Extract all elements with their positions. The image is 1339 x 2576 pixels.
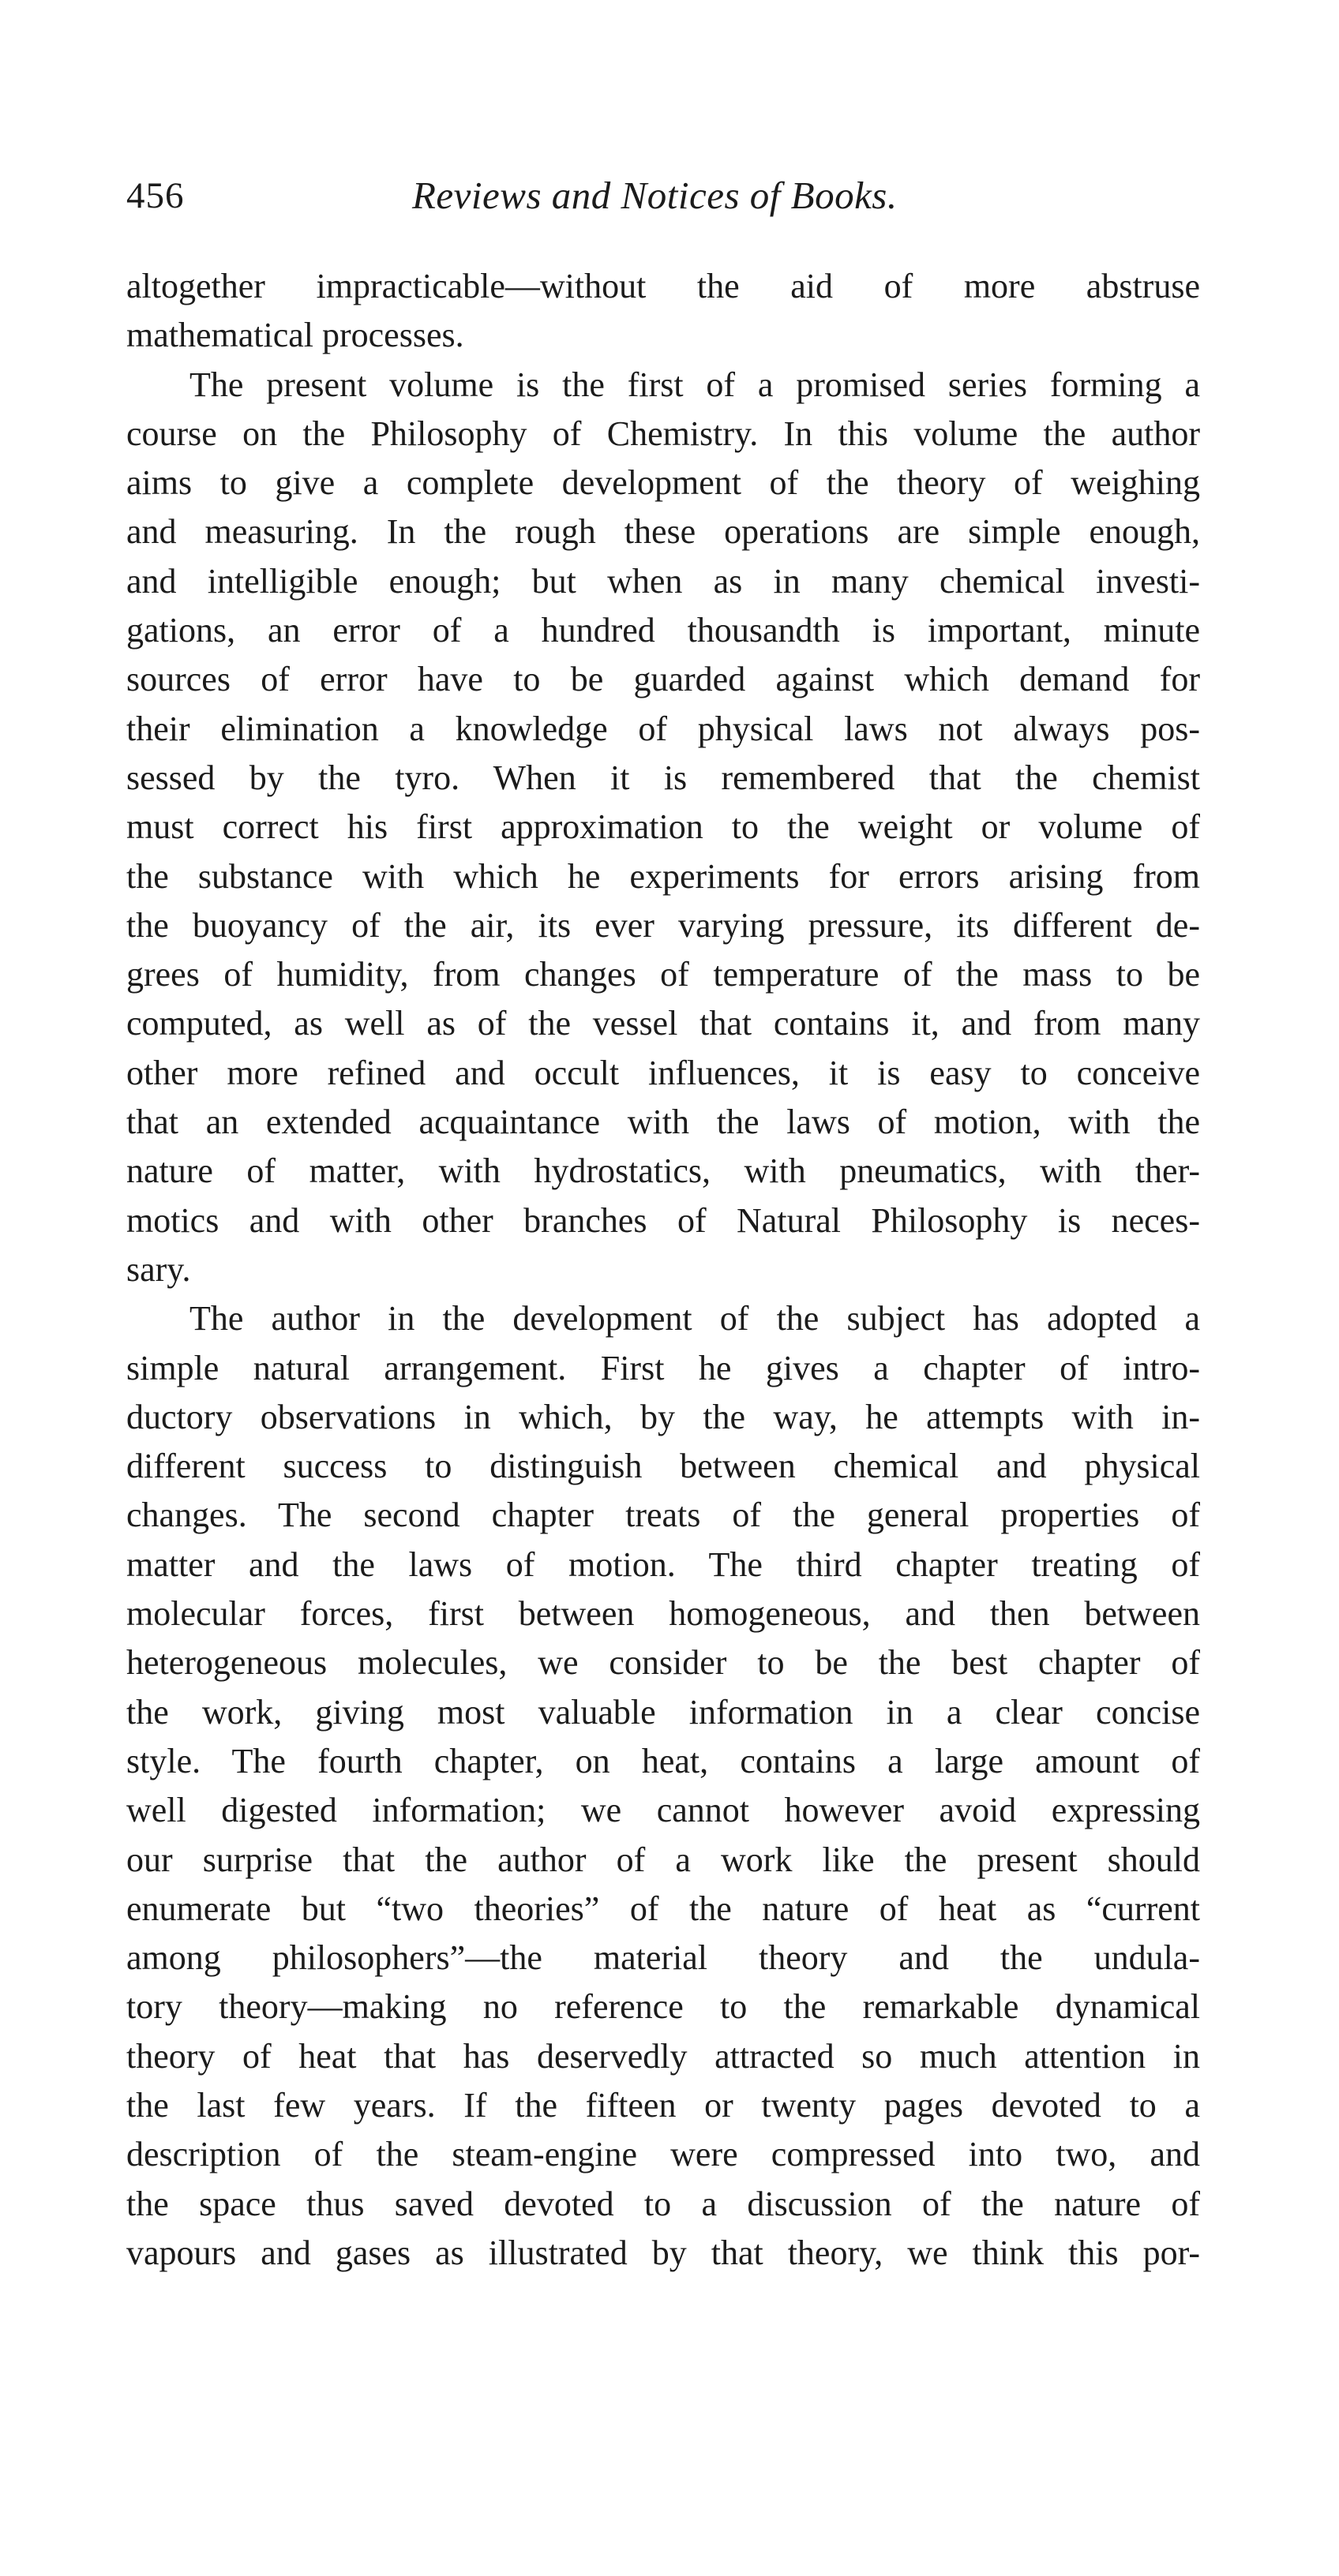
text-line: The present volume is the first of a promised series forming a bbox=[189, 365, 1200, 404]
text-line: the last few years. If the fifteen or twenty pages devoted to a bbox=[126, 2085, 1200, 2125]
text-line: description of the steam-engine were compressed into two, and bbox=[126, 2135, 1200, 2174]
text-line: the buoyancy of the air, its ever varying pressure, its different de- bbox=[126, 905, 1200, 945]
text-line: sources of error have to be guarded against which demand for bbox=[126, 660, 1200, 699]
review-body-text bbox=[126, 262, 1200, 2278]
text-line: theory of heat that has deservedly attracted so much attention in bbox=[126, 2036, 1200, 2076]
text-line: gations, an error of a hundred thousandth is important, minute bbox=[126, 611, 1200, 650]
text-line: different success to distinguish between chemical and physical bbox=[126, 1447, 1200, 1486]
text-line: our surprise that the author of a work like the present should bbox=[126, 1840, 1200, 1879]
page-header bbox=[126, 172, 1200, 227]
running-title: Reviews and Notices of Books. bbox=[412, 174, 898, 217]
text-line: well digested information; we cannot however avoid expressing bbox=[126, 1791, 1200, 1830]
text-line: style. The fourth chapter, on heat, contains a large amount of bbox=[126, 1741, 1200, 1780]
text-line: among philosophers”—the material theory and the undula- bbox=[126, 1938, 1200, 1978]
text-line: other more refined and occult influences, it is easy to conceive bbox=[126, 1053, 1200, 1092]
text-line: and intelligible enough; but when as in many chemical investi- bbox=[126, 561, 1200, 601]
text-line: molecular forces, first between homogeneous, and then between bbox=[126, 1594, 1200, 1634]
text-line: simple natural arrangement. First he gives a chapter of intro- bbox=[126, 1348, 1200, 1387]
text-line: motics and with other branches of Natural Philosophy is neces- bbox=[126, 1200, 1200, 1240]
text-line: mathematical processes. bbox=[126, 316, 464, 355]
text-line: enumerate but “two theories” of the nature of heat as “current bbox=[126, 1889, 1200, 1928]
text-line: the substance with which he experiments for errors arising from bbox=[126, 856, 1200, 896]
text-line: ductory observations in which, by the way, he attempts with in- bbox=[126, 1397, 1200, 1436]
text-line: changes. The second chapter treats of the general properties of bbox=[126, 1496, 1200, 1535]
text-line: heterogeneous molecules, we consider to be the best chapter of bbox=[126, 1643, 1200, 1683]
text-line: that an extended acquaintance with the laws of motion, with the bbox=[126, 1103, 1200, 1142]
text-line: the work, giving most valuable information in a clear concise bbox=[126, 1692, 1200, 1732]
text-line: computed, as well as of the vessel that contains it, and from many bbox=[126, 1004, 1200, 1043]
text-line: vapours and gases as illustrated by that theory, we think this por- bbox=[126, 2233, 1200, 2272]
text-line: aims to give a complete development of the theory of weighing bbox=[126, 463, 1200, 503]
text-line: and measuring. In the rough these operations are simple enough, bbox=[126, 512, 1200, 552]
text-line: must correct his first approximation to the weight or volume of bbox=[126, 807, 1200, 847]
text-line: grees of humidity, from changes of temperature of the mass to be bbox=[126, 955, 1200, 994]
text-line: sary. bbox=[126, 1249, 191, 1289]
text-line: matter and the laws of motion. The third chapter treating of bbox=[126, 1544, 1200, 1584]
text-line: tory theory—making no reference to the remarkable dynamical bbox=[126, 1987, 1200, 2027]
text-line: nature of matter, with hydrostatics, with pneumatics, with ther- bbox=[126, 1151, 1200, 1191]
text-line: their elimination a knowledge of physical laws not always pos- bbox=[126, 709, 1200, 748]
text-line: the space thus saved devoted to a discussion of the nature of bbox=[126, 2184, 1200, 2223]
text-line: course on the Philosophy of Chemistry. In this volume the author bbox=[126, 414, 1200, 453]
text-line: sessed by the tyro. When it is remembered that the chemist bbox=[126, 758, 1200, 797]
text-line: altogether impracticable—without the aid of more abstruse bbox=[126, 267, 1200, 305]
text-line: The author in the development of the subject has adopted a bbox=[189, 1299, 1200, 1339]
page-number: 456 bbox=[126, 175, 185, 216]
